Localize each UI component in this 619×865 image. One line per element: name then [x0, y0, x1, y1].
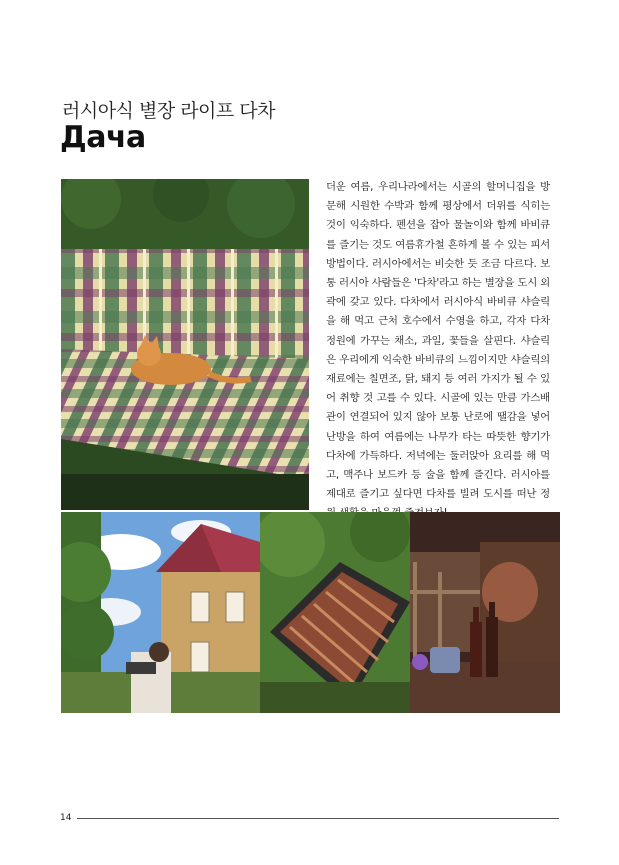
shashlik-grill-photo [260, 512, 410, 713]
footer-rule [77, 818, 559, 819]
article-title: Дача [60, 120, 146, 155]
cat-on-bench-photo [61, 179, 309, 510]
article-subtitle: 러시아식 별장 라이프 다차 [62, 100, 276, 122]
article-body: 더운 여름, 우리나라에서는 시골의 할머니집을 방문해 시원한 수박과 함께 평상에서 더위를 식히는 것이 익숙하다. 펜션을 잡아 물놀이와 함께 바비큐를 즐기는 것도 여름휴가철 흔하게 볼 수 있는 피서 방법이다. 러시아에서는 비슷한 듯 조금 다르다. 보통 러시아 사람들은 '다차'라고 하는 별장을 도시 외곽에 갖고 있다. 다차에서 러시아식 바비큐 샤슬릭을 해 먹고 근처 호수에서 수영을 하고, 각자 다차 정원에 가꾸는 채소, 과일, 꽃들을 살핀다. 샤슬릭은 우리에게 익숙한 바비큐의 느낌이지만 샤슬릭의 재료에는 칠면조, 닭, 돼지 등 여러 가지가 될 수 있어 취향 것 고를 수 있다. 시골에 있는 만큼 가스배관이 연결되어 있지 않아 보통 난로에 땔감을 넣어 난방을 하여 여름에는 나무가 타는 따뜻한 향기가 다차에 가득하다. 저녁에는 둘러앉아 요리를 해 먹고, 맥주나 보드카 등 술을 함께 즐긴다. 러시아를 제대로 즐기고 싶다면 다차를 빌려 도시를 떠난 정 [326, 181, 550, 501]
dacha-house-photo [61, 512, 260, 713]
page-number: 14 [60, 813, 72, 823]
evening-drinks-photo [410, 512, 560, 713]
